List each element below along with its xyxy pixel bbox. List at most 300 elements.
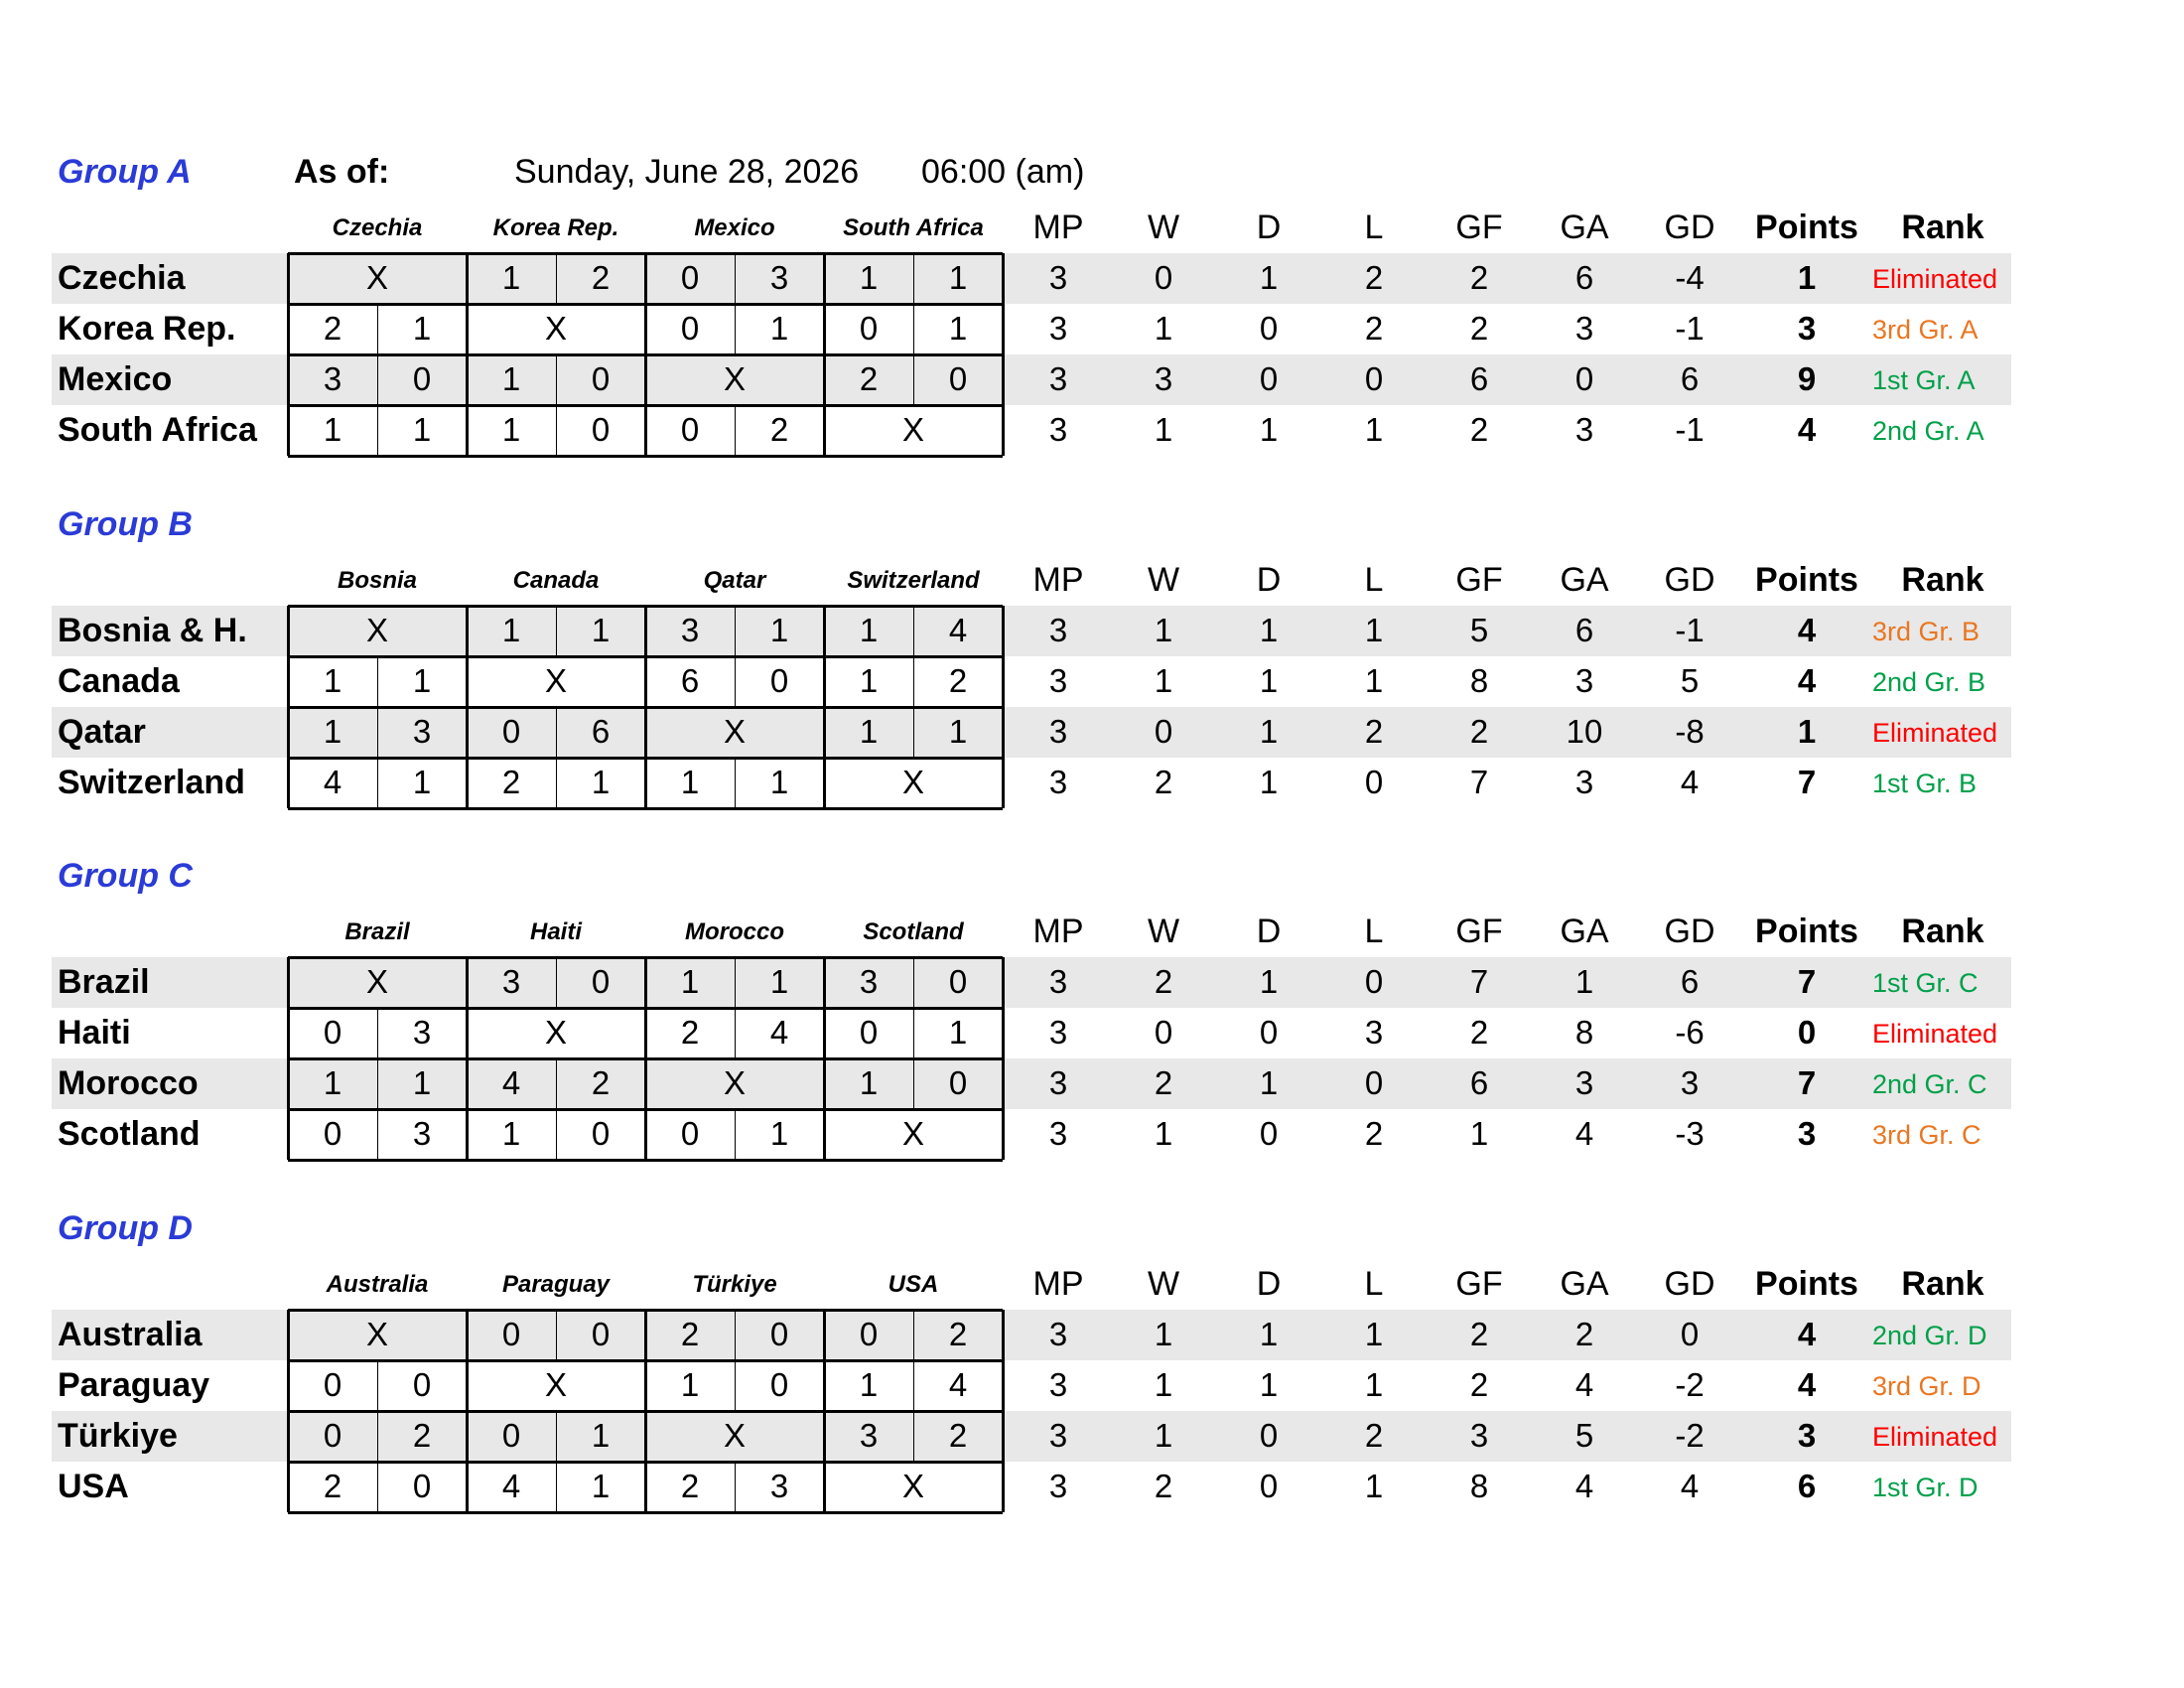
score-for: 1 <box>501 259 521 296</box>
score-for: 3 <box>501 963 521 1000</box>
score-for: 0 <box>859 310 879 347</box>
stat-d: 1 <box>1259 764 1279 800</box>
stat-ga: 6 <box>1574 612 1594 648</box>
column-header-ga: GA <box>1560 561 1609 599</box>
stat-gf: 6 <box>1469 1064 1489 1101</box>
stat-ga: 4 <box>1574 1366 1594 1403</box>
stat-gf: 6 <box>1469 360 1489 397</box>
rank-label: 3rd Gr. C <box>1872 1120 1981 1150</box>
team-name: Brazil <box>58 963 150 1001</box>
column-header-team: Morocco <box>684 918 784 945</box>
matrix-cell-self: X <box>365 963 388 1000</box>
stat-l: 2 <box>1364 1417 1384 1454</box>
score-against: 0 <box>769 1366 789 1403</box>
stat-ga: 3 <box>1574 310 1594 347</box>
column-header-rank: Rank <box>1901 561 1984 599</box>
stat-l: 0 <box>1364 1064 1384 1101</box>
group-title: Group C <box>58 857 193 895</box>
column-header-d: D <box>1256 561 1282 599</box>
matrix-cell-self: X <box>901 1115 924 1152</box>
stat-d: 0 <box>1259 360 1279 397</box>
column-header-team: Haiti <box>529 918 582 945</box>
stat-l: 1 <box>1364 612 1384 648</box>
matrix-score-divider <box>556 1058 557 1109</box>
matrix-cell-self: X <box>365 259 388 296</box>
matrix-row-divider <box>288 1461 1003 1464</box>
stat-gd: -4 <box>1675 259 1705 296</box>
stat-points: 0 <box>1797 1014 1817 1051</box>
matrix-score-divider <box>377 656 378 707</box>
score-for: 0 <box>680 259 700 296</box>
stat-mp: 3 <box>1048 612 1068 648</box>
score-against: 0 <box>769 1316 789 1352</box>
score-for: 2 <box>680 1468 700 1504</box>
team-name: Bosnia & H. <box>58 612 247 649</box>
rank-label: 3rd Gr. A <box>1872 315 1979 345</box>
score-against: 0 <box>948 963 968 1000</box>
matrix-score-divider <box>913 1058 914 1109</box>
score-against: 1 <box>591 1417 611 1454</box>
matrix-score-divider <box>735 304 736 354</box>
matrix-score-divider <box>913 1310 914 1360</box>
score-against: 0 <box>591 1115 611 1152</box>
team-name: Türkiye <box>58 1417 178 1455</box>
column-header-team: Qatar <box>703 567 766 594</box>
matrix-score-divider <box>377 304 378 354</box>
matrix-cell-self: X <box>365 612 388 648</box>
matrix-cell-self: X <box>901 764 924 800</box>
stat-mp: 3 <box>1048 764 1068 800</box>
matrix-cell-self: X <box>723 713 746 750</box>
matrix-cell-self: X <box>901 411 924 448</box>
stat-gd: 0 <box>1680 1316 1700 1352</box>
stat-l: 1 <box>1364 662 1384 699</box>
stat-ga: 4 <box>1574 1468 1594 1504</box>
rank-label: 3rd Gr. D <box>1872 1371 1981 1401</box>
score-for: 1 <box>323 1064 342 1101</box>
stat-ga: 3 <box>1574 662 1594 699</box>
score-against: 0 <box>591 1316 611 1352</box>
score-against: 3 <box>412 713 432 750</box>
matrix-score-divider <box>735 1008 736 1058</box>
stat-l: 2 <box>1364 1115 1384 1152</box>
stat-d: 0 <box>1259 1417 1279 1454</box>
score-for: 3 <box>859 963 879 1000</box>
matrix-cell-self: X <box>723 360 746 397</box>
score-for: 1 <box>859 612 879 648</box>
score-for: 0 <box>501 1417 521 1454</box>
score-for: 0 <box>680 310 700 347</box>
score-against: 2 <box>769 411 789 448</box>
matrix-score-divider <box>735 1462 736 1512</box>
score-for: 2 <box>323 310 342 347</box>
score-against: 0 <box>948 360 968 397</box>
matrix-score-divider <box>377 1360 378 1411</box>
column-header-gf: GF <box>1455 913 1503 950</box>
matrix-cell-self: X <box>723 1417 746 1454</box>
stat-points: 4 <box>1797 662 1817 699</box>
stat-points: 7 <box>1797 764 1817 800</box>
stat-ga: 3 <box>1574 1064 1594 1101</box>
rank-label: 3rd Gr. B <box>1872 617 1980 646</box>
column-header-team: Korea Rep. <box>492 214 619 241</box>
stat-ga: 4 <box>1574 1115 1594 1152</box>
column-header-points: Points <box>1755 209 1858 246</box>
matrix-score-divider <box>556 606 557 656</box>
column-header-d: D <box>1256 1265 1282 1303</box>
matrix-row-divider <box>288 1007 1003 1010</box>
score-against: 3 <box>412 1115 432 1152</box>
stat-w: 2 <box>1154 1468 1173 1504</box>
score-for: 1 <box>859 1064 879 1101</box>
column-header-team: Paraguay <box>501 1271 611 1298</box>
matrix-score-divider <box>735 606 736 656</box>
stat-l: 0 <box>1364 764 1384 800</box>
stat-gf: 2 <box>1469 411 1489 448</box>
score-against: 1 <box>769 963 789 1000</box>
team-name: Czechia <box>58 259 186 297</box>
team-name: Switzerland <box>58 764 245 801</box>
stat-gf: 8 <box>1469 1468 1489 1504</box>
column-header-gd: GD <box>1664 209 1715 246</box>
score-against: 0 <box>769 662 789 699</box>
stat-gf: 2 <box>1469 1366 1489 1403</box>
matrix-row-divider <box>288 757 1003 760</box>
stat-ga: 0 <box>1574 360 1594 397</box>
stat-gd: 4 <box>1680 764 1700 800</box>
matrix-score-divider <box>556 253 557 304</box>
stat-gf: 2 <box>1469 310 1489 347</box>
stat-d: 1 <box>1259 1064 1279 1101</box>
score-against: 6 <box>591 713 611 750</box>
matrix-score-divider <box>377 405 378 456</box>
column-header-team: Canada <box>512 567 600 594</box>
matrix-score-divider <box>735 758 736 808</box>
matrix-score-divider <box>556 758 557 808</box>
stat-ga: 3 <box>1574 764 1594 800</box>
stat-mp: 3 <box>1048 360 1068 397</box>
stat-w: 2 <box>1154 963 1173 1000</box>
column-header-gf: GF <box>1455 561 1503 599</box>
score-for: 1 <box>680 1366 700 1403</box>
matrix-score-divider <box>735 253 736 304</box>
column-header-ga: GA <box>1560 1265 1609 1303</box>
group-title: Group D <box>58 1209 193 1247</box>
column-header-rank: Rank <box>1901 209 1984 246</box>
score-for: 4 <box>501 1064 521 1101</box>
team-name: South Africa <box>58 411 257 449</box>
stat-d: 1 <box>1259 963 1279 1000</box>
stat-l: 2 <box>1364 259 1384 296</box>
matrix-cell-self: X <box>723 1064 746 1101</box>
stat-points: 3 <box>1797 310 1817 347</box>
stat-gd: 6 <box>1680 963 1700 1000</box>
stat-d: 0 <box>1259 1014 1279 1051</box>
stat-l: 1 <box>1364 411 1384 448</box>
column-header-gf: GF <box>1455 209 1503 246</box>
stat-mp: 3 <box>1048 1468 1068 1504</box>
matrix-score-divider <box>913 957 914 1008</box>
column-header-w: W <box>1147 561 1180 599</box>
score-against: 2 <box>948 1417 968 1454</box>
stat-mp: 3 <box>1048 310 1068 347</box>
score-for: 6 <box>680 662 700 699</box>
stat-ga: 2 <box>1574 1316 1594 1352</box>
stat-mp: 3 <box>1048 1316 1068 1352</box>
column-header-l: L <box>1364 561 1384 599</box>
score-against: 1 <box>591 1468 611 1504</box>
matrix-score-divider <box>377 1008 378 1058</box>
matrix-score-divider <box>556 1109 557 1160</box>
matrix-score-divider <box>377 1462 378 1512</box>
matrix-score-divider <box>377 707 378 758</box>
stat-d: 0 <box>1259 310 1279 347</box>
column-header-gd: GD <box>1664 1265 1715 1303</box>
matrix-cell-self: X <box>544 662 567 699</box>
stat-w: 1 <box>1154 411 1173 448</box>
score-for: 4 <box>501 1468 521 1504</box>
column-header-team: South Africa <box>843 214 984 241</box>
score-against: 1 <box>412 764 432 800</box>
rank-label: 2nd Gr. C <box>1872 1069 1987 1099</box>
rank-label: 1st Gr. D <box>1872 1473 1979 1502</box>
matrix-cell-self: X <box>901 1468 924 1504</box>
matrix-row-divider <box>288 1359 1003 1362</box>
stat-mp: 3 <box>1048 1014 1068 1051</box>
team-name: Morocco <box>58 1064 199 1102</box>
score-for: 1 <box>859 259 879 296</box>
score-against: 1 <box>591 612 611 648</box>
score-for: 0 <box>323 1014 342 1051</box>
matrix-score-divider <box>556 707 557 758</box>
column-header-w: W <box>1147 913 1180 950</box>
stat-mp: 3 <box>1048 1366 1068 1403</box>
stat-d: 1 <box>1259 1366 1279 1403</box>
score-for: 0 <box>859 1316 879 1352</box>
column-header-mp: MP <box>1032 209 1084 246</box>
column-header-l: L <box>1364 913 1384 950</box>
score-against: 1 <box>948 1014 968 1051</box>
stat-gd: -1 <box>1675 612 1705 648</box>
score-against: 0 <box>948 1064 968 1101</box>
stat-gf: 2 <box>1469 259 1489 296</box>
matrix-row-divider <box>288 1108 1003 1111</box>
stat-d: 1 <box>1259 612 1279 648</box>
column-header-team: Brazil <box>344 918 410 945</box>
stat-points: 7 <box>1797 1064 1817 1101</box>
column-header-mp: MP <box>1032 561 1084 599</box>
stat-d: 0 <box>1259 1115 1279 1152</box>
column-header-gf: GF <box>1455 1265 1503 1303</box>
matrix-score-divider <box>377 1411 378 1462</box>
matrix-score-divider <box>913 1008 914 1058</box>
column-header-team: Türkiye <box>692 1271 777 1298</box>
matrix-score-divider <box>735 1310 736 1360</box>
stat-ga: 6 <box>1574 259 1594 296</box>
score-for: 2 <box>680 1014 700 1051</box>
stat-mp: 3 <box>1048 1064 1068 1101</box>
stat-gd: 5 <box>1680 662 1700 699</box>
score-against: 4 <box>948 612 968 648</box>
score-for: 1 <box>323 411 342 448</box>
matrix-row-divider <box>288 303 1003 306</box>
stat-points: 3 <box>1797 1115 1817 1152</box>
rank-label: Eliminated <box>1872 718 1998 748</box>
column-header-team: Czechia <box>332 214 423 241</box>
stat-points: 3 <box>1797 1417 1817 1454</box>
stat-w: 0 <box>1154 259 1173 296</box>
as-of-time: 06:00 (am) <box>921 153 1085 191</box>
stat-gf: 7 <box>1469 963 1489 1000</box>
score-against: 1 <box>769 764 789 800</box>
score-for: 3 <box>680 612 700 648</box>
stat-w: 2 <box>1154 764 1173 800</box>
score-for: 1 <box>859 1366 879 1403</box>
rank-label: 1st Gr. B <box>1872 769 1978 798</box>
score-against: 1 <box>412 310 432 347</box>
matrix-score-divider <box>377 758 378 808</box>
stat-w: 1 <box>1154 1366 1173 1403</box>
stat-ga: 5 <box>1574 1417 1594 1454</box>
stat-w: 1 <box>1154 1316 1173 1352</box>
stat-w: 1 <box>1154 612 1173 648</box>
stat-l: 1 <box>1364 1468 1384 1504</box>
matrix-score-divider <box>913 656 914 707</box>
stat-ga: 8 <box>1574 1014 1594 1051</box>
column-header-l: L <box>1364 1265 1384 1303</box>
score-for: 1 <box>323 713 342 750</box>
stat-gd: -3 <box>1675 1115 1705 1152</box>
column-header-team: Bosnia <box>337 567 417 594</box>
score-against: 2 <box>591 259 611 296</box>
score-for: 1 <box>501 1115 521 1152</box>
score-against: 1 <box>948 259 968 296</box>
score-against: 2 <box>948 662 968 699</box>
stat-w: 2 <box>1154 1064 1173 1101</box>
stat-points: 4 <box>1797 411 1817 448</box>
score-against: 3 <box>412 1014 432 1051</box>
stat-gd: -2 <box>1675 1417 1705 1454</box>
rank-label: 2nd Gr. D <box>1872 1321 1987 1350</box>
stat-w: 3 <box>1154 360 1173 397</box>
rank-label: 2nd Gr. B <box>1872 667 1986 697</box>
matrix-row-divider <box>288 655 1003 658</box>
stat-mp: 3 <box>1048 713 1068 750</box>
stat-mp: 3 <box>1048 662 1068 699</box>
column-header-points: Points <box>1755 1265 1858 1303</box>
score-against: 2 <box>591 1064 611 1101</box>
score-for: 1 <box>680 764 700 800</box>
column-header-rank: Rank <box>1901 913 1984 950</box>
score-against: 0 <box>412 1366 432 1403</box>
stat-w: 0 <box>1154 713 1173 750</box>
matrix-score-divider <box>913 606 914 656</box>
matrix-row-divider <box>288 1410 1003 1413</box>
column-header-d: D <box>1256 913 1282 950</box>
team-name: Korea Rep. <box>58 310 236 348</box>
column-header-points: Points <box>1755 913 1858 950</box>
score-for: 0 <box>680 1115 700 1152</box>
score-against: 1 <box>769 310 789 347</box>
matrix-score-divider <box>377 1058 378 1109</box>
stat-gd: -8 <box>1675 713 1705 750</box>
rank-label: Eliminated <box>1872 1422 1998 1452</box>
score-for: 3 <box>859 1417 879 1454</box>
matrix-score-divider <box>556 1411 557 1462</box>
score-against: 1 <box>769 612 789 648</box>
matrix-score-divider <box>556 405 557 456</box>
stat-mp: 3 <box>1048 1417 1068 1454</box>
stat-points: 4 <box>1797 1316 1817 1352</box>
matrix-row-divider <box>288 1057 1003 1060</box>
matrix-row-divider <box>288 404 1003 407</box>
matrix-cell-self: X <box>544 1014 567 1051</box>
team-name: Qatar <box>58 713 146 751</box>
stat-ga: 10 <box>1566 713 1603 750</box>
score-against: 3 <box>769 259 789 296</box>
rank-label: 1st Gr. A <box>1872 365 1976 395</box>
matrix-score-divider <box>913 1360 914 1411</box>
score-for: 2 <box>680 1316 700 1352</box>
column-header-team: USA <box>887 1271 939 1298</box>
score-for: 0 <box>323 1417 342 1454</box>
rank-label: 1st Gr. C <box>1872 968 1979 998</box>
team-name: Mexico <box>58 360 173 398</box>
matrix-score-divider <box>377 1109 378 1160</box>
score-for: 1 <box>501 612 521 648</box>
stat-w: 1 <box>1154 1417 1173 1454</box>
stat-mp: 3 <box>1048 259 1068 296</box>
stat-points: 6 <box>1797 1468 1817 1504</box>
stat-gd: -2 <box>1675 1366 1705 1403</box>
column-header-team: Switzerland <box>847 567 980 594</box>
stat-l: 1 <box>1364 1366 1384 1403</box>
stat-d: 1 <box>1259 411 1279 448</box>
matrix-score-divider <box>735 656 736 707</box>
group-title: Group B <box>58 505 193 543</box>
team-name: Paraguay <box>58 1366 210 1404</box>
stat-gd: 4 <box>1680 1468 1700 1504</box>
score-against: 2 <box>412 1417 432 1454</box>
score-against: 0 <box>591 411 611 448</box>
stat-l: 0 <box>1364 963 1384 1000</box>
score-for: 0 <box>323 1366 342 1403</box>
score-against: 1 <box>948 310 968 347</box>
stat-w: 1 <box>1154 662 1173 699</box>
score-for: 2 <box>501 764 521 800</box>
matrix-score-divider <box>735 1360 736 1411</box>
matrix-score-divider <box>735 1109 736 1160</box>
stat-gf: 1 <box>1469 1115 1489 1152</box>
matrix-score-divider <box>556 354 557 405</box>
matrix-score-divider <box>735 405 736 456</box>
stat-l: 3 <box>1364 1014 1384 1051</box>
matrix-cell-self: X <box>544 310 567 347</box>
stat-gd: -1 <box>1675 411 1705 448</box>
score-for: 0 <box>680 411 700 448</box>
column-header-gd: GD <box>1664 913 1715 950</box>
column-header-mp: MP <box>1032 1265 1084 1303</box>
stat-d: 1 <box>1259 713 1279 750</box>
score-against: 1 <box>412 411 432 448</box>
matrix-cell-self: X <box>365 1316 388 1352</box>
stat-gf: 7 <box>1469 764 1489 800</box>
stat-points: 1 <box>1797 259 1817 296</box>
matrix-score-divider <box>913 354 914 405</box>
group-title: Group A <box>58 153 192 191</box>
rank-label: 2nd Gr. A <box>1872 416 1984 446</box>
column-header-gd: GD <box>1664 561 1715 599</box>
